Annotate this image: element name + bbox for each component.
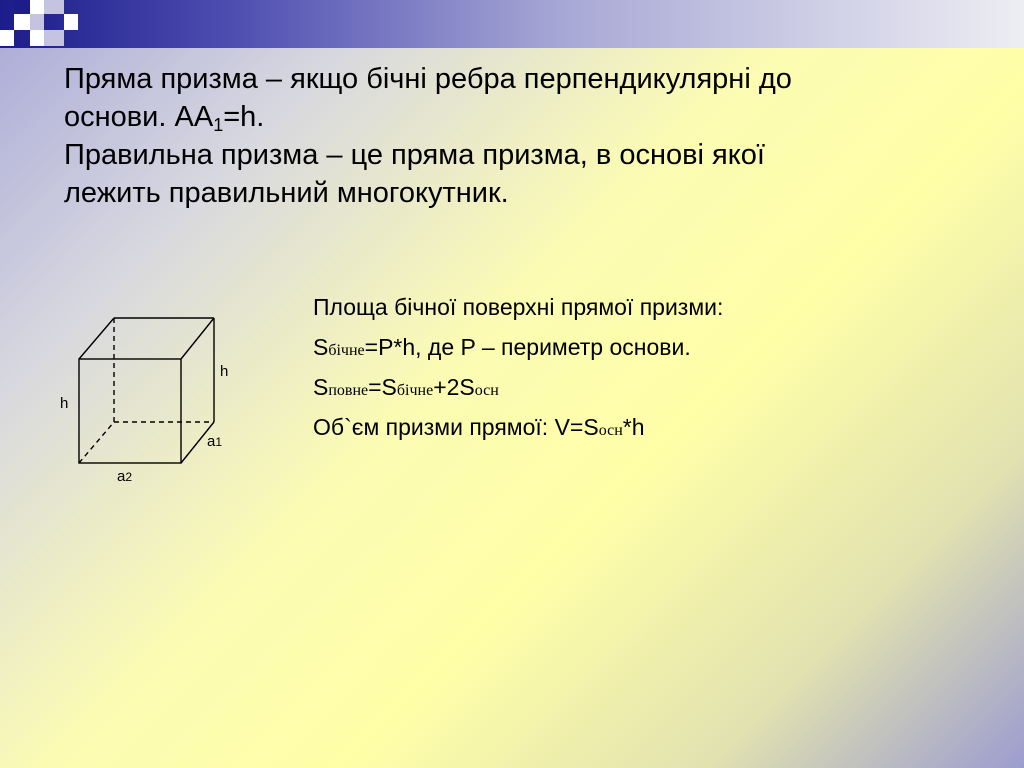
definition-line-2: основи. $AA_1=h$.: [64, 101, 265, 135]
total-area-formula: Sповне=Sбічне+2Sосн: [313, 374, 499, 400]
title-banner: [0, 0, 1024, 48]
definition-line-1: Пряма призма – якщо бічні ребра перпендикулярні до: [64, 63, 792, 95]
label-a2: a2: [117, 468, 133, 485]
label-a1: a1: [207, 433, 223, 450]
definition-line-4: лежить правильний многокутник.: [64, 177, 509, 209]
definitions: [64, 60, 964, 212]
formulas-block: [313, 290, 1013, 450]
lateral-area-title: Площа бічної поверхні прямої призми:: [313, 294, 724, 320]
definition-line-3: Правильна призма – це пряма призма, в основі якої: [64, 139, 765, 171]
prism-diagram: [50, 305, 250, 495]
lateral-area-formula: Sбічне=P*h, де P – периметр основи.: [313, 334, 691, 360]
label-h-right: h: [220, 363, 229, 380]
volume-formula: Об`єм призми прямої: V=Sосн*h: [313, 414, 645, 440]
label-h-left: h: [60, 395, 69, 412]
